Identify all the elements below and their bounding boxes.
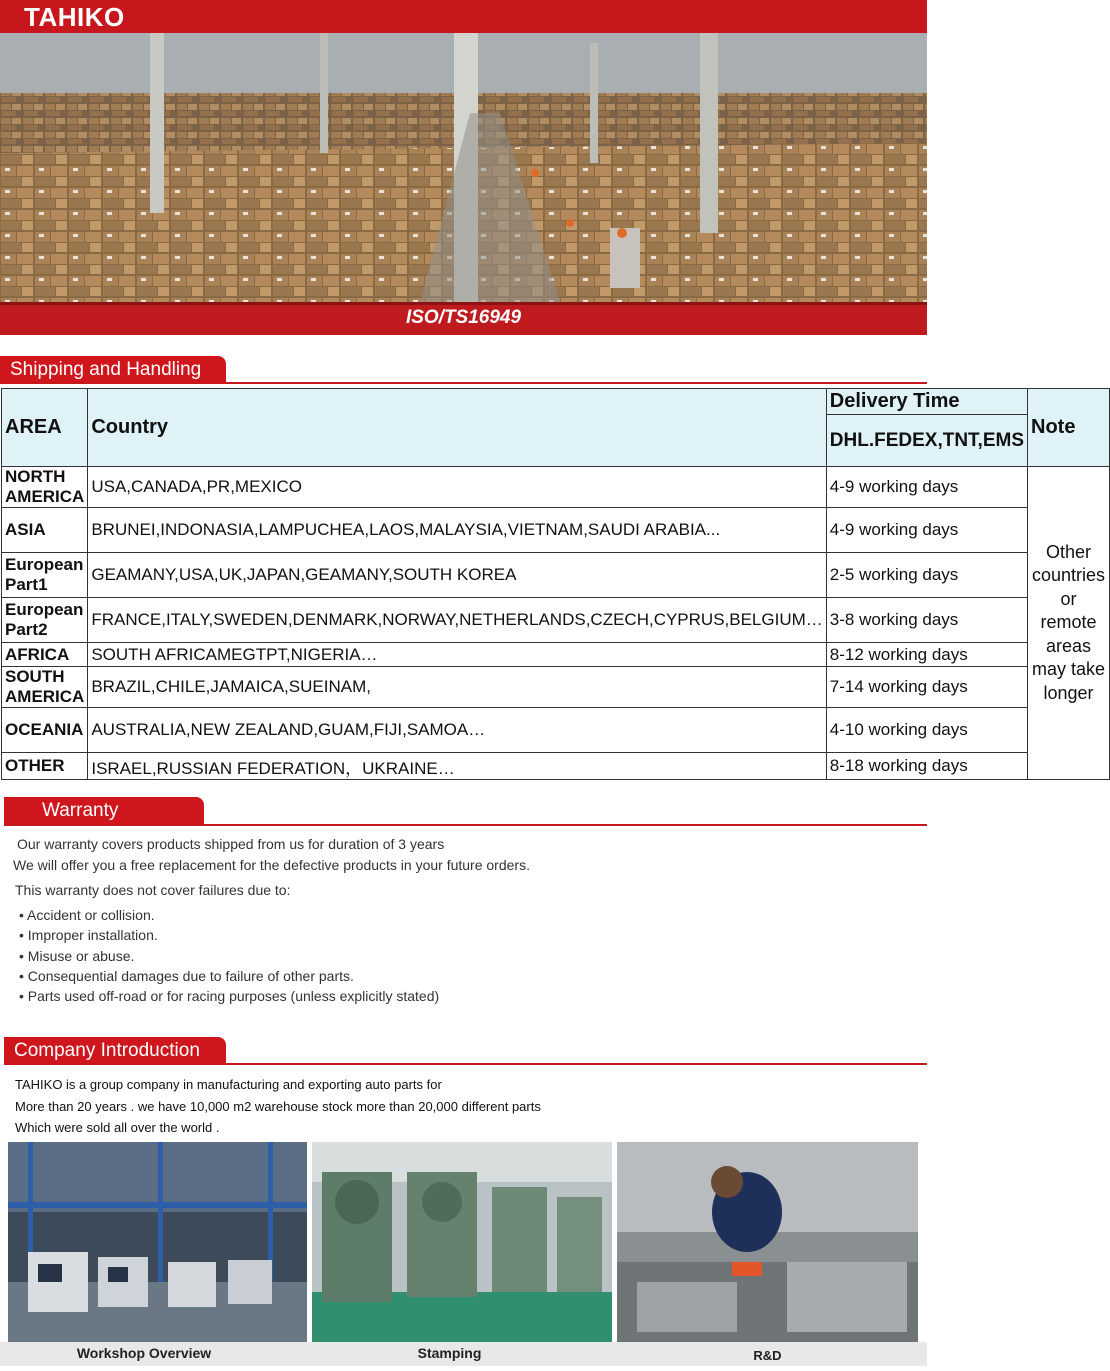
country-cell: GEAMANY,USA,UK,JAPAN,GEAMANY,SOUTH KOREA: [88, 553, 826, 598]
area-cell: OTHER: [2, 753, 88, 780]
table-row: [2, 643, 1110, 667]
delivery-time-cell: 3-8 working days: [826, 598, 1027, 643]
area-cell: OCEANIA: [2, 708, 88, 753]
warranty-replacement-text: We will offer you a free replacement for the defective products in your future orders.: [13, 857, 530, 873]
country-cell: USA,CANADA,PR,MEXICO: [88, 467, 826, 508]
country-cell: BRUNEI,INDONASIA,LAMPUCHEA,LAOS,MALAYSIA,VIETNAM,SAUDI ARABIA...: [88, 508, 826, 553]
delivery-time-cell: 8-12 working days: [826, 643, 1027, 667]
column-header-note: Note: [1028, 389, 1110, 467]
section-divider: [0, 382, 927, 384]
warranty-exclusion-item: • Improper installation.: [19, 927, 158, 943]
country-cell: SOUTH AFRICAMEGTPT,NIGERIA…: [88, 643, 826, 667]
column-header-delivery-time: Delivery Time: [826, 389, 1027, 415]
warranty-exclusion-item: • Misuse or abuse.: [19, 948, 135, 964]
company-section-tab: Company Introduction: [4, 1037, 226, 1065]
column-header-country: Country: [88, 389, 826, 467]
warranty-duration-text: Our warranty covers products shipped from us for duration of 3 years: [17, 836, 445, 852]
photo-caption: R&D: [753, 1348, 782, 1363]
warehouse-illustration: [0, 33, 927, 302]
area-cell: European Part1: [2, 553, 88, 598]
country-cell: ISRAEL,RUSSIAN FEDERATION，UKRAINE…: [88, 753, 826, 780]
table-row: [2, 598, 1110, 643]
table-row: [2, 553, 1110, 598]
delivery-time-cell: 7-14 working days: [826, 667, 1027, 708]
delivery-time-cell: 8-18 working days: [826, 753, 1027, 780]
section-divider: [4, 824, 927, 826]
area-cell: AFRICA: [2, 643, 88, 667]
area-cell: ASIA: [2, 508, 88, 553]
delivery-time-cell: 4-9 working days: [826, 467, 1027, 508]
warranty-exclusion-item: • Consequential damages due to failure of other parts.: [19, 968, 354, 984]
table-row: [2, 508, 1110, 553]
table-row: [2, 667, 1110, 708]
brand-logo: TAHIKO: [24, 2, 125, 32]
country-cell: BRAZIL,CHILE,JAMAICA,SUEINAM,: [88, 667, 826, 708]
warranty-exclusion-item: • Accident or collision.: [19, 907, 155, 923]
table-row: [2, 708, 1110, 753]
stamping-illustration: [312, 1142, 612, 1342]
shipping-table: [1, 388, 1110, 780]
warranty-exclusion-item: • Parts used off-road or for racing purposes (unless explicitly stated): [19, 988, 440, 1004]
country-cell: FRANCE,ITALY,SWEDEN,DENMARK,NORWAY,NETHERLANDS,CZECH,CYPRUS,BELGIUM…: [88, 598, 826, 643]
country-cell: AUSTRALIA,NEW ZEALAND,GUAM,FIJI,SAMOA…: [88, 708, 826, 753]
area-cell: NORTH AMERICA: [2, 467, 88, 508]
rd-photo: [617, 1142, 918, 1342]
table-row: [2, 467, 1110, 508]
top-banner: [0, 0, 927, 33]
warehouse-photo: [0, 33, 927, 302]
stamping-photo: [312, 1142, 612, 1342]
photo-caption: Workshop Overview: [76, 1345, 212, 1361]
delivery-time-cell: 4-10 working days: [826, 708, 1027, 753]
delivery-time-cell: 4-9 working days: [826, 508, 1027, 553]
table-row: [2, 753, 1110, 780]
area-cell: European Part2: [2, 598, 88, 643]
company-intro-line: More than 20 years . we have 10,000 m2 warehouse stock more than 20,000 different parts: [15, 1099, 541, 1114]
certification-label: ISO/TS16949: [405, 307, 522, 328]
workshop-photo: [8, 1142, 307, 1342]
section-divider: [4, 1063, 927, 1065]
workshop-illustration: [8, 1142, 307, 1342]
shipping-section-tab: Shipping and Handling: [0, 356, 226, 384]
photo-caption: Stamping: [417, 1345, 482, 1361]
company-intro-line: TAHIKO is a group company in manufacturing and exporting auto parts for: [15, 1077, 442, 1092]
carriers-label: DHL.FEDEX,TNT,EMS: [826, 415, 1027, 467]
rd-illustration: [617, 1142, 918, 1342]
warranty-exclusions-heading: This warranty does not cover failures due to:: [15, 882, 291, 898]
warranty-section-tab: Warranty: [4, 797, 204, 825]
delivery-time-cell: 2-5 working days: [826, 553, 1027, 598]
company-intro-line: Which were sold all over the world .: [15, 1120, 220, 1135]
note-cell: Other countries or remote areas may take longer: [1028, 467, 1110, 780]
column-header-area: AREA: [2, 389, 88, 467]
area-cell: SOUTH AMERICA: [2, 667, 88, 708]
